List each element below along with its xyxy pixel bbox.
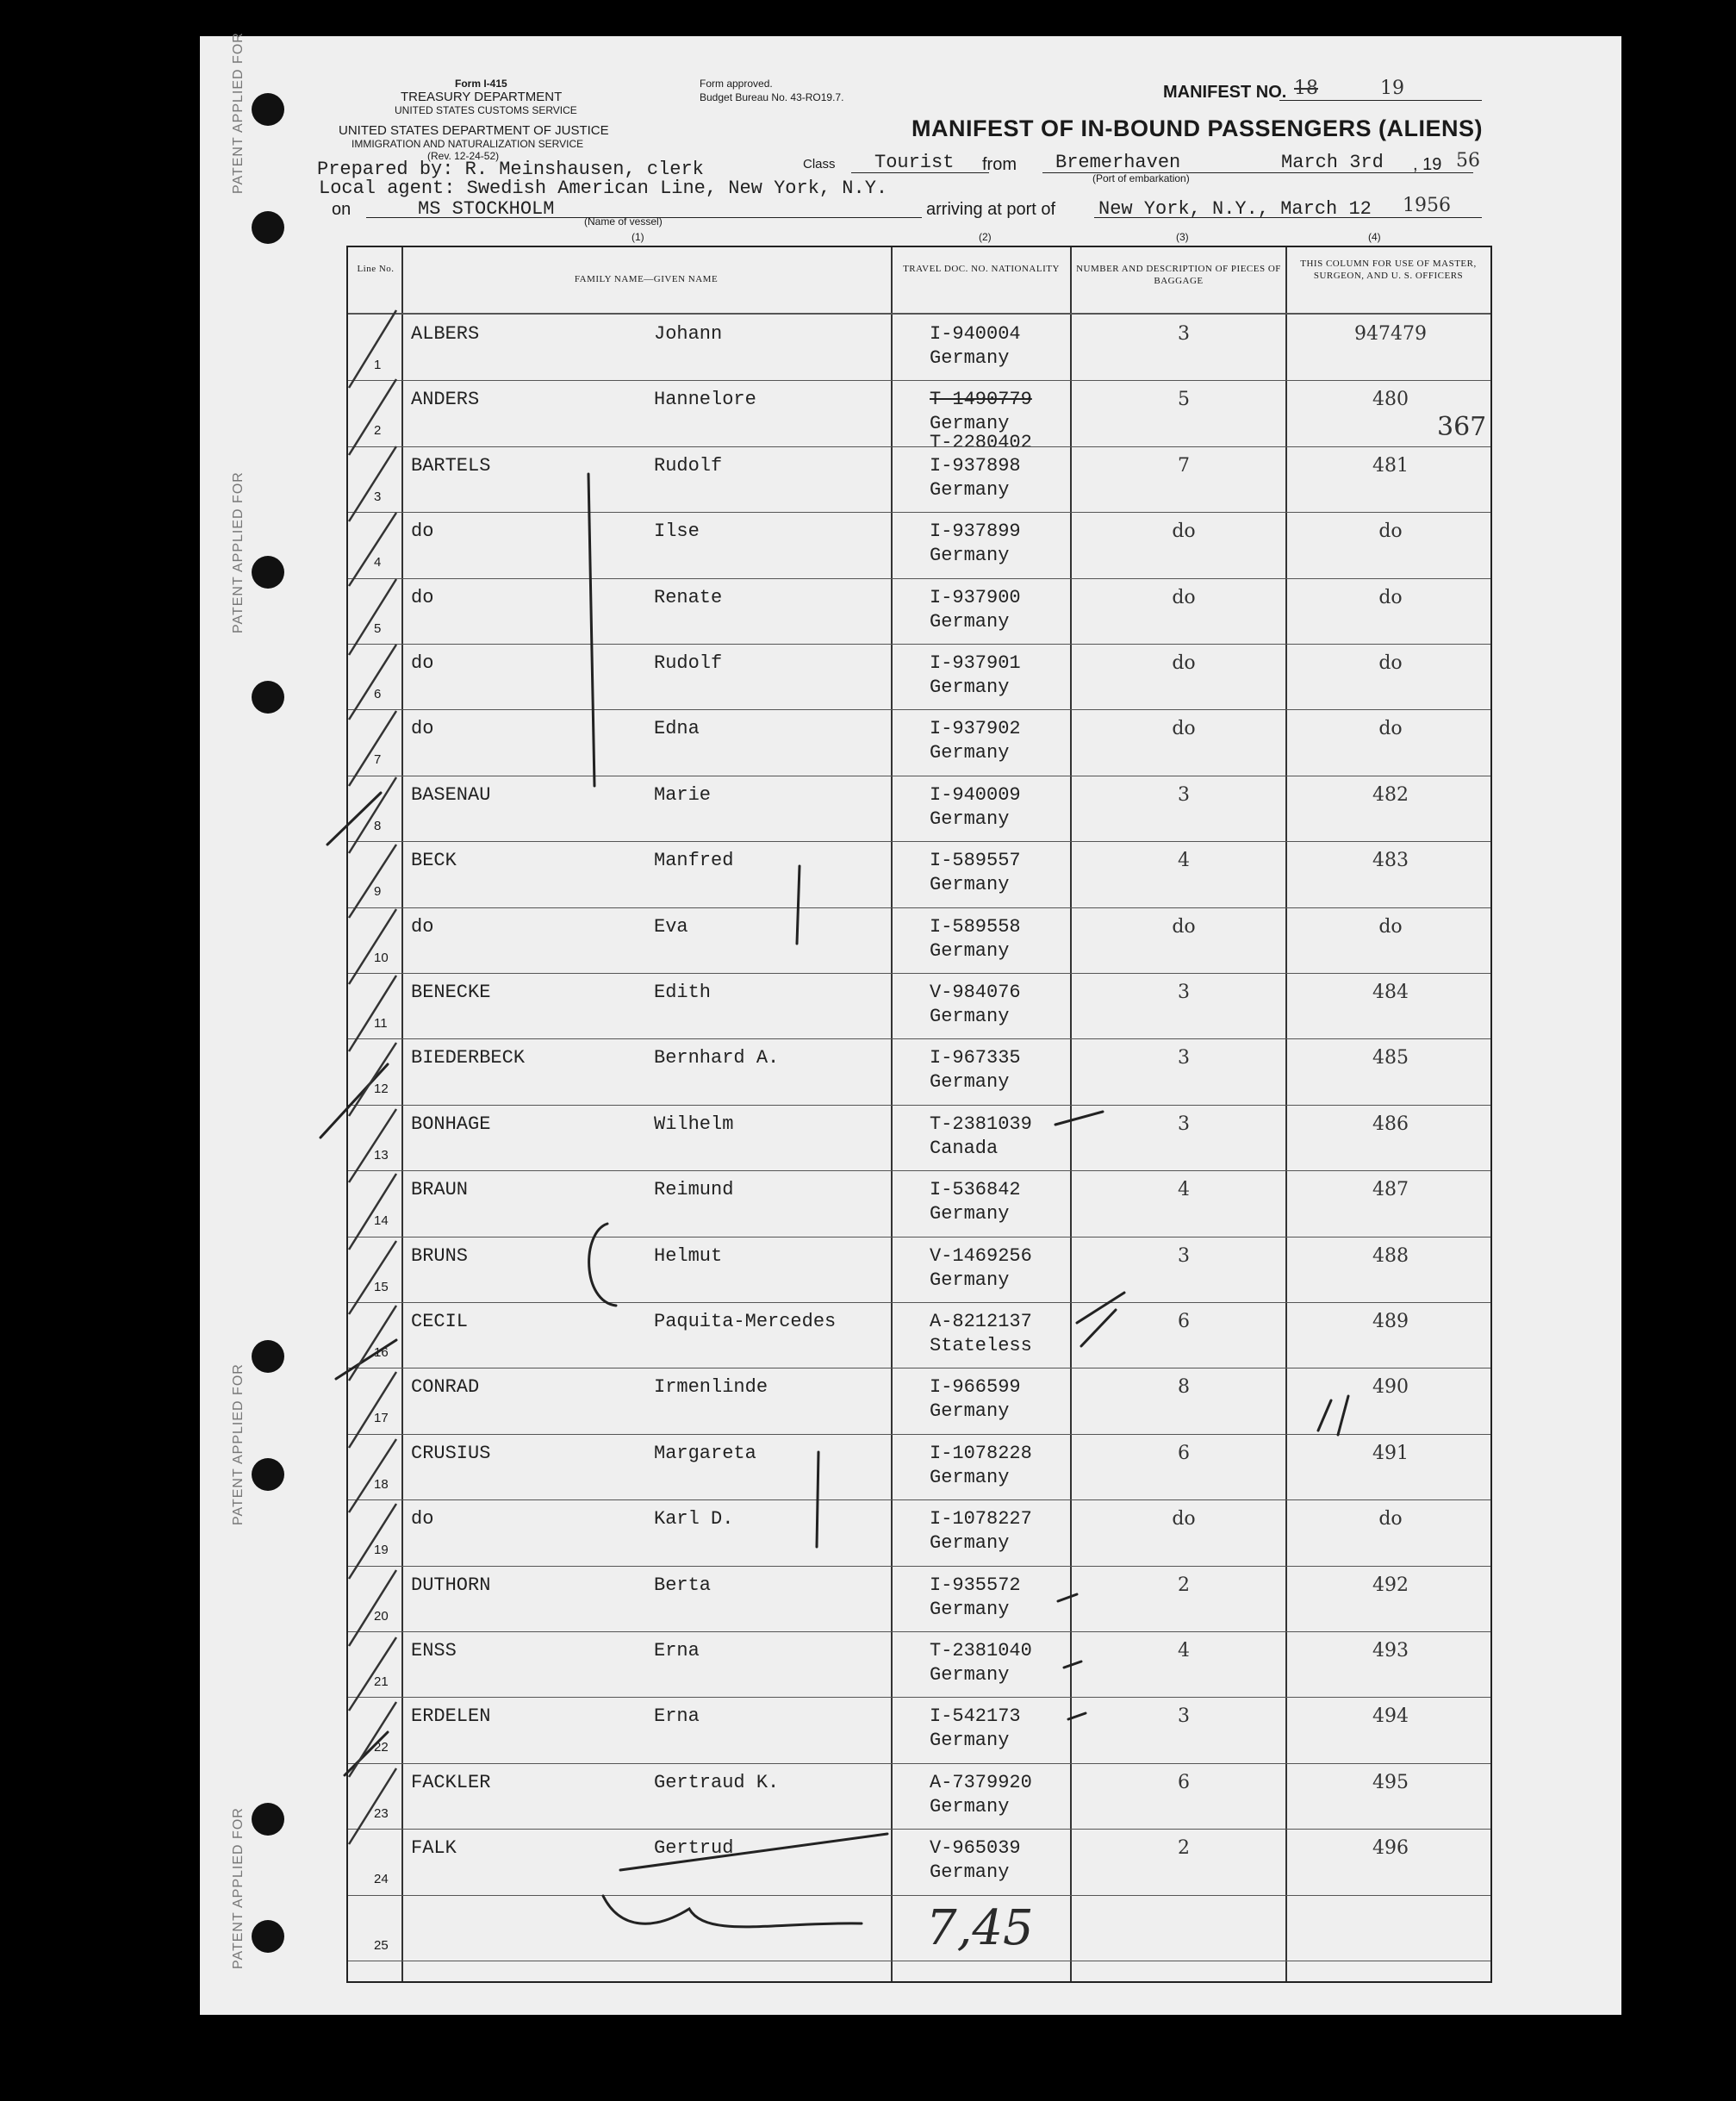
header-officers: THIS COLUMN FOR USE OF MASTER, SURGEON, AND U. S. OFFICERS — [1300, 259, 1477, 281]
baggage-count: 4 — [1178, 850, 1190, 872]
travel-doc-number: V-965039 — [930, 1837, 1021, 1860]
line-number: 4 — [374, 555, 382, 570]
baggage-count: 2 — [1178, 1837, 1190, 1860]
row-tick — [349, 1109, 396, 1182]
column-number-2: (2) — [979, 231, 992, 243]
line-number: 2 — [374, 423, 382, 439]
baggage-count: 4 — [1178, 1179, 1190, 1201]
page-number: 367 — [1437, 412, 1487, 442]
nationality: Germany — [930, 347, 1010, 369]
baggage-count: 5 — [1178, 389, 1190, 411]
line-number: 23 — [374, 1805, 389, 1821]
officer-number: 490 — [1372, 1376, 1409, 1399]
family-name: ALBERS — [411, 323, 480, 345]
header-baggage: NUMBER AND DESCRIPTION OF PIECES OF BAGGAGE — [1076, 264, 1281, 286]
check-mark — [797, 866, 800, 944]
row-tick — [349, 446, 396, 521]
officer-number: 489 — [1372, 1311, 1409, 1332]
family-name: do — [411, 586, 434, 608]
family-name: do — [411, 718, 434, 740]
travel-doc-number: V-1469256 — [930, 1244, 1032, 1267]
given-name: Ilse — [654, 521, 700, 543]
on-label: on — [332, 200, 352, 219]
baggage-count: 3 — [1178, 323, 1190, 345]
given-name: Edna — [654, 718, 700, 740]
family-name: BECK — [411, 850, 457, 872]
family-name: ANDERS — [411, 389, 480, 411]
given-name: Rudolf — [654, 454, 723, 477]
nationality: Germany — [930, 1203, 1010, 1225]
officer-number: 482 — [1372, 783, 1409, 806]
travel-doc-number: I-536842 — [930, 1179, 1021, 1201]
officer-number: do — [1378, 915, 1403, 938]
header-name: FAMILY NAME—GIVEN NAME — [574, 274, 719, 284]
manifest-number-struck: 18 — [1294, 78, 1318, 99]
given-name: Manfred — [654, 850, 734, 872]
family-name: BRUNS — [411, 1244, 469, 1267]
given-name: Marie — [654, 783, 712, 806]
baggage-count: 7 — [1178, 454, 1190, 477]
family-name: BENECKE — [411, 982, 491, 1003]
given-name: Bernhard A. — [654, 1047, 780, 1069]
tick-mark — [1058, 1594, 1086, 1719]
nationality: Germany — [930, 478, 1010, 501]
line-number: 7 — [374, 752, 382, 768]
family-name: DUTHORN — [411, 1574, 491, 1596]
tick-mark — [1055, 1112, 1103, 1125]
line-number: 25 — [374, 1937, 389, 1953]
travel-doc-number: I-935572 — [930, 1574, 1021, 1596]
year-prefix: , 19 — [1413, 155, 1442, 174]
local-agent: Local agent: Swedish American Line, New York, N.Y. — [319, 178, 888, 199]
line-number: 17 — [374, 1411, 389, 1426]
officer-number: 493 — [1372, 1640, 1409, 1661]
nationality: Germany — [930, 1861, 1010, 1884]
given-name: Johann — [654, 323, 723, 345]
travel-doc-number: I-1078227 — [930, 1508, 1032, 1531]
line-number: 15 — [374, 1279, 389, 1294]
row-tick — [349, 1768, 396, 1844]
given-name: Margareta — [654, 1442, 756, 1464]
class-value: Tourist — [874, 152, 955, 173]
travel-doc-number: I-940009 — [930, 783, 1021, 806]
given-name: Gertraud K. — [654, 1771, 780, 1793]
travel-doc-number: I-1078228 — [930, 1442, 1032, 1464]
officer-number: 496 — [1372, 1837, 1409, 1860]
nationality: Germany — [930, 545, 1010, 567]
family-name: BONHAGE — [411, 1113, 491, 1135]
arrival-year: 1956 — [1403, 195, 1451, 216]
vessel-caption: (Name of vessel) — [584, 215, 663, 228]
row-tick — [349, 1174, 396, 1250]
justice-dept: UNITED STATES DEPARTMENT OF JUSTICE — [339, 123, 609, 138]
row-tick — [349, 845, 396, 918]
nationality: Canada — [930, 1137, 999, 1159]
travel-doc-number: I-937898 — [930, 454, 1021, 477]
column-number-1: (1) — [632, 231, 644, 243]
check-mark — [817, 1452, 818, 1547]
arrival-port-date: New York, N.Y., March 12 — [1098, 198, 1372, 220]
nationality: Germany — [930, 1795, 1010, 1817]
travel-doc-number: T-1490779 — [930, 389, 1032, 411]
baggage-count: 3 — [1178, 1705, 1190, 1728]
officer-number: 495 — [1372, 1771, 1409, 1793]
family-name: do — [411, 521, 434, 543]
nationality: Germany — [930, 1532, 1010, 1555]
ins-service: IMMIGRATION AND NATURALIZATION SERVICE — [352, 138, 584, 150]
row-tick — [349, 1637, 396, 1711]
port-caption: (Port of embarkation) — [1092, 172, 1190, 184]
officer-number: 487 — [1372, 1179, 1409, 1201]
travel-doc-number: A-7379920 — [930, 1771, 1032, 1793]
budget-bureau: Budget Bureau No. 43-RO19.7. — [700, 91, 844, 103]
family-name: CRUSIUS — [411, 1442, 491, 1464]
row-tick — [349, 909, 396, 984]
row-tick — [349, 1306, 396, 1381]
nationality: Germany — [930, 742, 1010, 764]
officer-number: 485 — [1372, 1047, 1409, 1069]
baggage-count: do — [1172, 1508, 1196, 1531]
travel-doc-number: I-967335 — [930, 1047, 1021, 1069]
column-number-4: (4) — [1368, 231, 1381, 243]
travel-doc-number: I-937900 — [930, 586, 1021, 608]
officer-number: do — [1378, 586, 1403, 608]
nationality: Germany — [930, 1730, 1010, 1752]
travel-doc-number: T-2381039 — [930, 1113, 1032, 1135]
line-number: 8 — [374, 818, 382, 833]
nationality: Germany — [930, 939, 1010, 962]
header-travel-doc: TRAVEL DOC. NO. NATIONALITY — [903, 264, 1060, 274]
travel-doc-number: I-966599 — [930, 1376, 1021, 1399]
officer-number: 484 — [1372, 982, 1409, 1003]
class-label: Class — [803, 157, 836, 171]
manifest-number: 19 — [1380, 78, 1404, 99]
revision: (Rev. 12-24-52) — [427, 150, 500, 162]
officer-number: 483 — [1372, 850, 1409, 872]
nationality: Germany — [930, 610, 1010, 633]
nationality: Germany — [930, 1598, 1010, 1620]
line-number: 13 — [374, 1147, 389, 1163]
row-tick — [349, 310, 396, 388]
line-number: 16 — [374, 1345, 389, 1360]
row-tick — [349, 645, 396, 720]
officer-number: 492 — [1372, 1574, 1409, 1596]
line-number: 20 — [374, 1608, 389, 1624]
travel-doc-number-corrected: T-2280402 — [930, 432, 1032, 454]
officer-number: 491 — [1372, 1442, 1409, 1464]
row-tick — [349, 1241, 396, 1314]
travel-doc-number: I-589557 — [930, 850, 1021, 872]
family-name: CONRAD — [411, 1376, 480, 1399]
given-name: Eva — [654, 915, 688, 938]
given-name: Karl D. — [654, 1508, 734, 1531]
family-name: FACKLER — [411, 1771, 491, 1793]
patent-margin-text: PATENT APPLIED FOR — [231, 471, 246, 633]
nationality: Germany — [930, 1006, 1010, 1027]
manifest-label: MANIFEST NO. — [1163, 83, 1287, 102]
row-tick — [349, 1570, 396, 1646]
given-name: Hannelore — [654, 389, 756, 411]
officer-number: 488 — [1372, 1244, 1409, 1267]
handwritten-total: 7,45 — [926, 1900, 1034, 1956]
line-number: 22 — [374, 1740, 389, 1755]
given-name: Helmut — [654, 1244, 723, 1267]
family-name: CECIL — [411, 1311, 469, 1332]
baggage-count: 3 — [1178, 982, 1190, 1003]
patent-margin-text: PATENT APPLIED FOR — [231, 1363, 246, 1525]
officer-number: 494 — [1372, 1705, 1409, 1728]
baggage-count: 6 — [1178, 1311, 1190, 1332]
patent-margin-text: PATENT APPLIED FOR — [231, 32, 246, 194]
family-name: FALK — [411, 1837, 457, 1860]
baggage-count: 6 — [1178, 1771, 1190, 1793]
baggage-count: 3 — [1178, 1047, 1190, 1069]
baggage-count: 8 — [1178, 1376, 1190, 1399]
baggage-count: do — [1172, 586, 1196, 608]
given-name: Berta — [654, 1574, 712, 1596]
given-name: Paquita-Mercedes — [654, 1311, 837, 1332]
officer-number: do — [1378, 718, 1403, 740]
given-name: Edith — [654, 982, 712, 1003]
arriving-label: arriving at port of — [926, 200, 1056, 219]
family-name: ENSS — [411, 1640, 457, 1661]
row-tick — [349, 513, 396, 586]
row-tick — [349, 1043, 396, 1116]
line-number: 1 — [374, 358, 382, 372]
nationality: Germany — [930, 1466, 1010, 1488]
nationality: Germany — [930, 1664, 1010, 1686]
row-tick — [349, 711, 396, 786]
treasury-dept: TREASURY DEPARTMENT — [401, 90, 563, 104]
line-number: 21 — [374, 1674, 389, 1689]
customs-service: UNITED STATES CUSTOMS SERVICE — [395, 104, 577, 116]
manifest-title: MANIFEST OF IN-BOUND PASSENGERS (ALIENS) — [912, 115, 1484, 141]
baggage-count: do — [1172, 652, 1196, 674]
baggage-count: do — [1172, 915, 1196, 938]
given-name: Renate — [654, 586, 723, 608]
line-number: 14 — [374, 1213, 389, 1229]
nationality: Germany — [930, 807, 1010, 830]
family-name: BASENAU — [411, 783, 491, 806]
family-name: do — [411, 652, 434, 674]
row-tick — [349, 1504, 396, 1579]
family-name: BRAUN — [411, 1179, 469, 1201]
prepared-by: Prepared by: R. Meinshausen, clerk — [317, 159, 704, 180]
baggage-count: 2 — [1178, 1574, 1190, 1596]
baggage-count: 3 — [1178, 1113, 1190, 1135]
officer-number: 480 — [1372, 389, 1409, 411]
nationality: Germany — [930, 1071, 1010, 1094]
nationality: Stateless — [930, 1335, 1032, 1356]
line-number: 10 — [374, 950, 389, 965]
baggage-count: 3 — [1178, 1244, 1190, 1267]
line-number: 3 — [374, 489, 382, 504]
form-number: Form I-415 — [455, 78, 507, 90]
given-name: Rudolf — [654, 652, 723, 674]
family-name: do — [411, 1508, 434, 1531]
travel-doc-number: I-937899 — [930, 521, 1021, 543]
given-name: Reimund — [654, 1179, 734, 1201]
baggage-count: 3 — [1178, 783, 1190, 806]
row-tick — [349, 1702, 396, 1777]
tick-mark — [1077, 1293, 1124, 1346]
family-name: BARTELS — [411, 454, 491, 477]
row-tick — [349, 579, 396, 655]
travel-doc-number: I-940004 — [930, 323, 1021, 345]
travel-doc-number: I-937902 — [930, 718, 1021, 740]
line-number: 9 — [374, 884, 382, 900]
bracket-mark — [589, 1224, 616, 1306]
officer-number: 486 — [1372, 1113, 1409, 1135]
baggage-count: do — [1172, 521, 1196, 543]
given-name: Wilhelm — [654, 1113, 734, 1135]
departure-date: March 3rd — [1281, 152, 1384, 173]
from-label: from — [982, 155, 1017, 174]
signature-scribble — [603, 1896, 862, 1927]
row-tick — [349, 1439, 396, 1512]
nationality: Germany — [930, 676, 1010, 698]
officer-number: do — [1378, 652, 1403, 674]
given-name: Gertrud — [654, 1837, 734, 1860]
travel-doc-number: V-984076 — [930, 982, 1021, 1003]
travel-doc-number: I-937901 — [930, 652, 1021, 674]
column-number-3: (3) — [1176, 231, 1189, 243]
given-name: Irmenlinde — [654, 1376, 768, 1399]
margin-mark — [320, 793, 396, 1775]
tick-mark — [1318, 1396, 1348, 1435]
officer-number: do — [1378, 1508, 1403, 1531]
vessel-name: MS STOCKHOLM — [418, 198, 555, 220]
travel-doc-number: I-589558 — [930, 915, 1021, 938]
bracket-mark — [588, 474, 594, 786]
form-approved: Form approved. — [700, 78, 773, 90]
family-name: ERDELEN — [411, 1705, 491, 1728]
line-number: 24 — [374, 1872, 389, 1887]
baggage-count: 4 — [1178, 1640, 1190, 1661]
row-tick — [349, 976, 396, 1051]
embarkation-port: Bremerhaven — [1055, 152, 1181, 173]
line-number: 6 — [374, 687, 382, 701]
line-number: 19 — [374, 1543, 389, 1558]
nationality: Germany — [930, 413, 1010, 435]
patent-margin-text: PATENT APPLIED FOR — [231, 1807, 246, 1969]
family-name: BIEDERBECK — [411, 1047, 526, 1069]
nationality: Germany — [930, 1400, 1010, 1423]
strike-line — [620, 1834, 887, 1870]
row-tick — [349, 1372, 396, 1448]
header-line-no: Line No. — [357, 264, 395, 274]
line-number: 18 — [374, 1476, 389, 1492]
nationality: Germany — [930, 1269, 1010, 1291]
nationality: Germany — [930, 874, 1010, 896]
officer-number: do — [1378, 521, 1403, 543]
baggage-count: 6 — [1178, 1442, 1190, 1464]
officer-number: 947479 — [1354, 323, 1427, 345]
travel-doc-number: T-2381040 — [930, 1640, 1032, 1661]
given-name: Erna — [654, 1640, 700, 1661]
line-number: 11 — [374, 1016, 388, 1031]
row-tick — [349, 379, 396, 455]
line-number: 5 — [374, 620, 382, 636]
departure-year: 56 — [1456, 150, 1480, 171]
travel-doc-number: I-542173 — [930, 1705, 1021, 1728]
officer-number: 481 — [1372, 454, 1409, 477]
line-number: 12 — [374, 1082, 389, 1097]
baggage-count: do — [1172, 718, 1196, 740]
given-name: Erna — [654, 1705, 700, 1728]
family-name: do — [411, 915, 434, 938]
travel-doc-number: A-8212137 — [930, 1311, 1032, 1332]
